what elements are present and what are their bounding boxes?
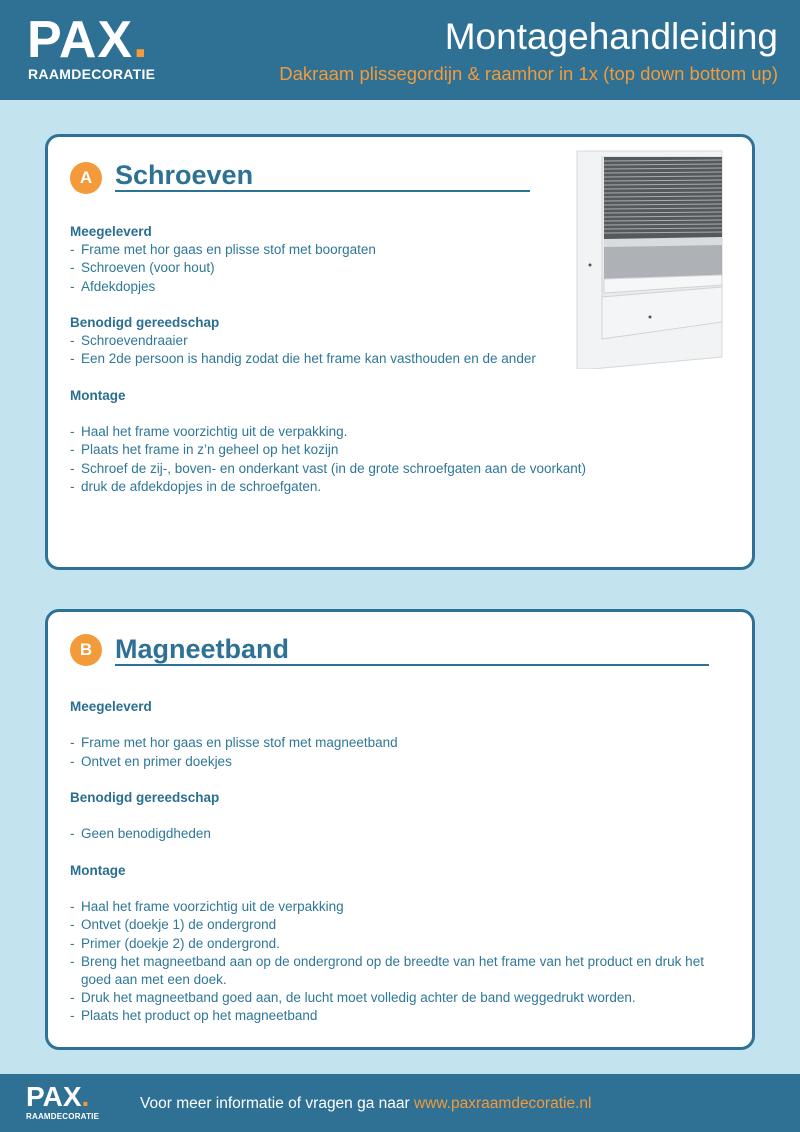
list-item: - Ontvet en primer doekjes <box>70 753 732 771</box>
section-b-title: Magneetband <box>115 634 290 664</box>
section-b-supplied-list <box>70 734 732 770</box>
section-a-card <box>45 134 755 570</box>
list-item: - Schroeven (voor hout) <box>70 259 732 277</box>
product-image <box>572 147 732 369</box>
list-item: - Een 2de persoon is handig zodat die het frame kan vasthouden en de ander <box>70 350 732 368</box>
section-a-title-underline <box>115 190 530 192</box>
section-b-mount-list <box>70 898 732 1025</box>
document-title: Montagehandleiding <box>444 16 778 57</box>
footer-info-text: Voor meer informatie of vragen ga naar <box>140 1095 414 1112</box>
section-b-tools-heading: Benodigd gereedschap <box>70 789 220 805</box>
footer-pax-logo: PAX. <box>26 1081 90 1112</box>
list-item: - Plaats het product op het magneetband <box>70 1007 732 1025</box>
section-a-tools-heading: Benodigd gereedschap <box>70 315 220 330</box>
footer-info <box>140 1094 591 1114</box>
section-a-supplied-heading: Meegeleverd <box>70 224 152 239</box>
section-a-mount-list <box>70 423 732 496</box>
page-footer <box>0 1074 800 1132</box>
section-a-title: Schroeven <box>115 160 254 190</box>
list-item: - Primer (doekje 2) de ondergrond. <box>70 935 732 953</box>
logo-subtitle: RAAMDECORATIE <box>28 66 156 82</box>
list-item: - Schroef de zij-, boven- en onderkant vast (in de grote schroefgaten aan de voorkant) <box>70 460 732 478</box>
section-b-card <box>45 609 755 1050</box>
list-item: - Afdekdopjes <box>70 278 732 296</box>
section-b-title-underline <box>115 664 709 666</box>
document-subtitle: Dakraam plissegordijn & raamhor in 1x (top down bottom up) <box>279 63 778 84</box>
footer-logo-subtitle: RAAMDECORATIE <box>26 1112 100 1121</box>
list-item: - Ontvet (doekje 1) de ondergrond <box>70 916 732 934</box>
list-item: - Schroevendraaier <box>70 332 732 350</box>
section-b-body <box>70 698 732 1026</box>
list-item: - Haal het frame voorzichtig uit de verpakking. <box>70 423 732 441</box>
list-item: - Frame met hor gaas en plisse stof met magneetband <box>70 734 732 752</box>
website-link[interactable]: www.paxraamdecoratie.nl <box>413 1095 592 1112</box>
list-item: - Breng het magneetband aan op de ondergrond op de breedte van het frame van het product en druk het goed aan met een doek. <box>70 953 732 989</box>
list-item: - Frame met hor gaas en plisse stof met boorgaten <box>70 241 732 259</box>
section-b-supplied-heading: Meegeleverd <box>70 699 152 714</box>
section-b-tools-list <box>70 825 732 843</box>
pax-logo: PAX. <box>27 11 149 69</box>
list-item: - Druk het magneetband goed aan, de lucht moet volledig achter de band weggedrukt worden. <box>70 989 732 1007</box>
section-b-mount-heading: Montage <box>70 862 126 878</box>
section-a-mount-heading: Montage <box>70 387 126 403</box>
list-item: - Haal het frame voorzichtig uit de verpakking <box>70 898 732 916</box>
section-b-badge: B <box>70 634 102 666</box>
list-item: - Geen benodigdheden <box>70 825 732 843</box>
list-item: - druk de afdekdopjes in de schroefgaten. <box>70 478 732 496</box>
list-item: - Plaats het frame in z’n geheel op het kozijn <box>70 441 732 459</box>
section-a-badge: A <box>70 162 102 194</box>
page-header <box>0 0 800 100</box>
